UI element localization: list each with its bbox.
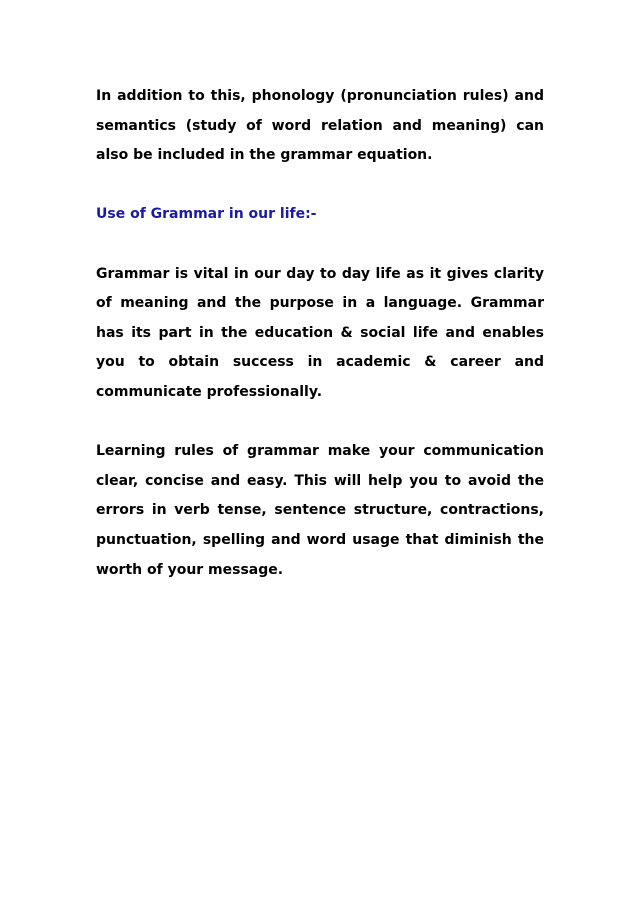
- paragraph-learning-rules: Learning rules of grammar make your communication clear, concise and easy. This will help you to avoid the errors in verb tense, sentence structure, contractions, punctuation, spelling and word usage that diminish the worth of your message.: [96, 443, 544, 578]
- document-body: [96, 82, 544, 585]
- paragraph-phonology-semantics: In addition to this, phonology (pronunciation rules) and semantics (study of word relation and meaning) can also be included in the grammar equation.: [96, 88, 544, 164]
- paragraph-grammar-vital: Grammar is vital in our day to day life as it gives clarity of meaning and the purpose in a language. Grammar has its part in the education & social life and enables you to obtain success in academic & career and communicate professionally.: [96, 265, 544, 400]
- section-heading: Use of Grammar in our life:-: [96, 206, 317, 223]
